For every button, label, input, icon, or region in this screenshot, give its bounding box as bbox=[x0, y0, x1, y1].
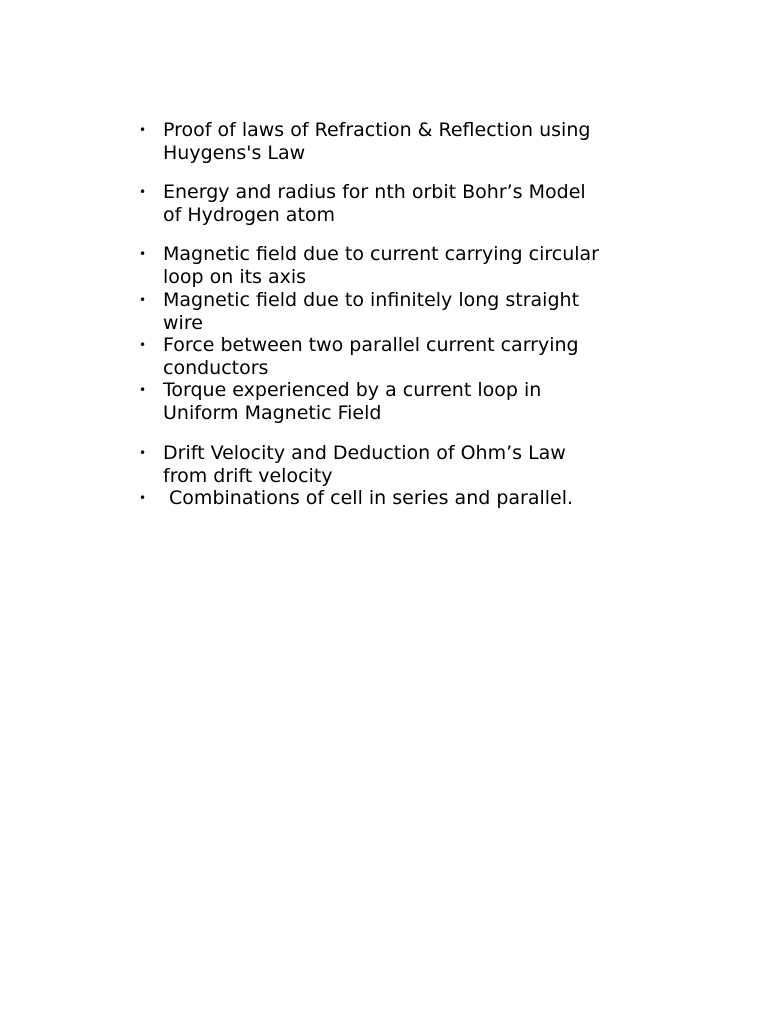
list-item bbox=[139, 119, 653, 165]
list-item-line: Torque experienced by a current loop in bbox=[163, 379, 542, 401]
list-item-line: loop on its axis bbox=[163, 266, 307, 288]
list-item bbox=[139, 243, 653, 289]
list-item-line: Combinations of cell in series and parallel. bbox=[163, 487, 574, 509]
list-item-line: wire bbox=[163, 312, 203, 334]
list-item bbox=[139, 379, 653, 425]
bullet-icon: • bbox=[139, 293, 147, 307]
bullet-icon: • bbox=[139, 383, 147, 397]
bullet-icon: • bbox=[139, 185, 147, 199]
list-item-line: Uniform Magnetic Field bbox=[163, 402, 382, 424]
list-item-line: Force between two parallel current carrying bbox=[163, 334, 579, 356]
list-item bbox=[139, 289, 653, 335]
list-item-line: of Hydrogen atom bbox=[163, 204, 336, 226]
list-item bbox=[139, 334, 653, 380]
list-item-line: Magnetic field due to current carrying circular bbox=[163, 243, 599, 265]
bullet-icon: • bbox=[139, 247, 147, 261]
list-item-line: conductors bbox=[163, 357, 269, 379]
list-item-line: from drift velocity bbox=[163, 465, 333, 487]
list-item-line: Huygens's Law bbox=[163, 142, 306, 164]
list-item bbox=[139, 442, 653, 488]
list-item bbox=[139, 487, 653, 510]
bullet-icon: • bbox=[139, 338, 147, 352]
bullet-icon: • bbox=[139, 123, 147, 137]
bullet-icon: • bbox=[139, 491, 147, 505]
list-item-line: Proof of laws of Refraction & Reflection using bbox=[163, 119, 591, 141]
list-item-line: Drift Velocity and Deduction of Ohm’s Law bbox=[163, 442, 566, 464]
list-item bbox=[139, 181, 653, 227]
list-item-line: Energy and radius for nth orbit Bohr’s Model bbox=[163, 181, 586, 203]
list-item-line: Magnetic field due to infinitely long straight bbox=[163, 289, 580, 311]
bullet-icon: • bbox=[139, 446, 147, 460]
